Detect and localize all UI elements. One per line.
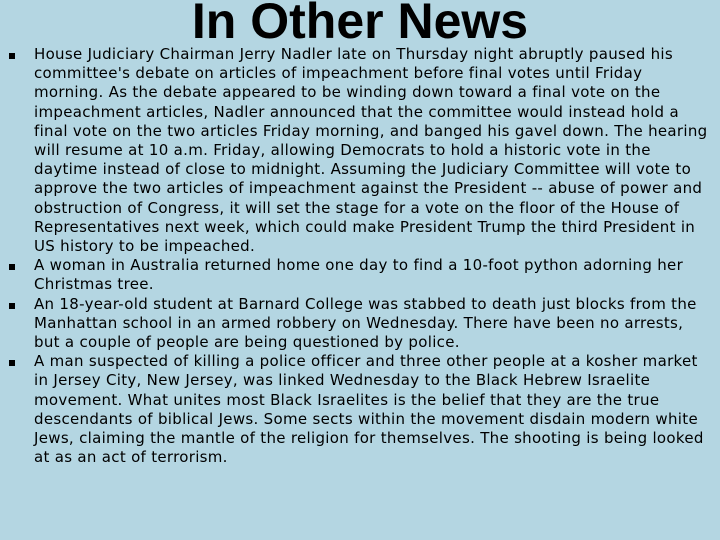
bullet-text: A man suspected of killing a police officer and three other people at a kosher market in Jersey City, New Jersey, was linked Wednesday to the Black Hebrew Israelite movement. What unites most Black Israelites is the belief that they are the true descendants of biblical Jews. Some sects within the movement disdain modern white Jews, claiming the mantle of the religion for themselves. The shooting is being looked at as an act of terrorism.	[34, 352, 704, 467]
bullet-item	[0, 295, 720, 353]
bullet-text: House Judiciary Chairman Jerry Nadler late on Thursday night abruptly paused his committee's debate on articles of impeachment before final votes until Friday morning. As the debate appeared to be winding down toward a final vote on the impeachment articles, Nadler announced that the committee would instead hold a final vote on the two articles Friday morning, and banged his gavel down. The hearing will resume at 10 a.m. Friday, allowing Democrats to hold a historic vote in the daytime instead of close to midnight. Assuming the Judiciary Committee will vote to approve the two articles of impeachment against the President -- abuse of power and obstruction of Congress, it will set the stage for a vote on the floor of the House of Representatives next week, which could make President Trump the third President in US history to be impeached.	[34, 45, 708, 256]
square-bullet-icon	[9, 264, 15, 270]
bullet-text: A woman in Australia returned home one day to find a 10-foot python adorning her Christmas tree.	[34, 256, 684, 294]
slide-title: In Other News	[191, 0, 529, 49]
bullet-item	[0, 45, 720, 256]
square-bullet-icon	[9, 53, 15, 59]
bullet-text: An 18-year-old student at Barnard College was stabbed to death just blocks from the Manhattan school in an armed robbery on Wednesday. There have been no arrests, but a couple of people are being questioned by police.	[34, 294, 697, 352]
bullet-item	[0, 352, 720, 467]
bullet-item	[0, 256, 720, 294]
square-bullet-icon	[9, 360, 15, 366]
bullet-list	[0, 45, 720, 467]
square-bullet-icon	[9, 303, 15, 309]
